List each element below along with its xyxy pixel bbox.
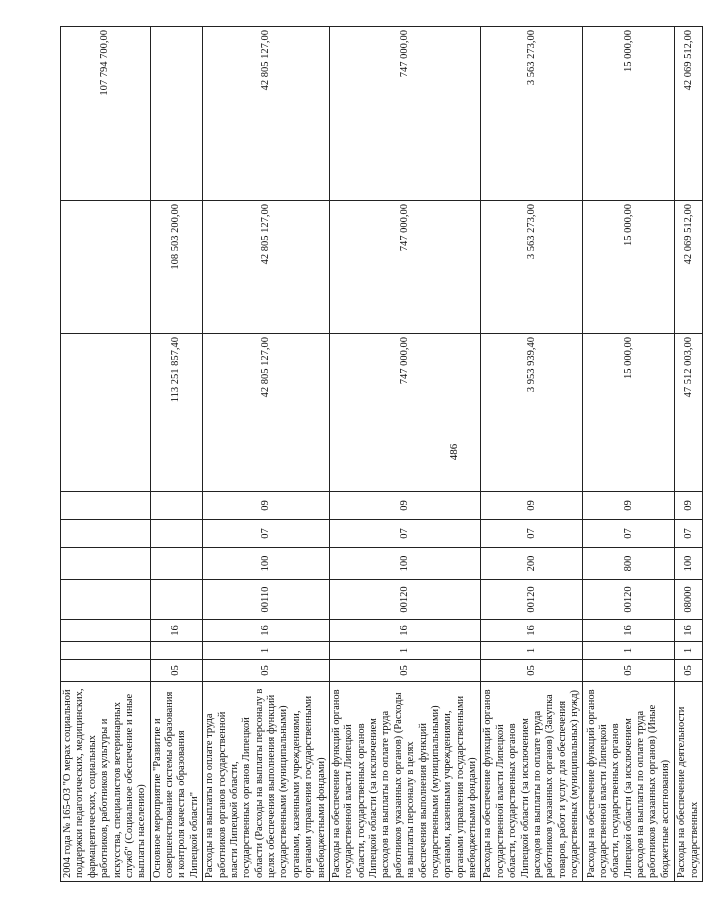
direction-code: 00120 bbox=[583, 580, 675, 620]
row-description: Расходы на обеспечение функций органов государственной власти Липецкой области, государственных органов Липецкой области (за исключением расходов на выплаты по оплате труда работников указанных органов) (Иные бюджетные ассигнования) bbox=[583, 682, 675, 882]
amount-year-1 bbox=[61, 334, 151, 492]
subsection-code: 09 bbox=[583, 492, 675, 520]
table-row bbox=[203, 27, 330, 882]
subprogram-code: 1 bbox=[203, 642, 330, 660]
budget-table-frame bbox=[60, 27, 700, 882]
budget-table-rotated bbox=[60, 27, 700, 882]
section-code bbox=[61, 520, 151, 548]
direction-code: 00120 bbox=[329, 580, 481, 620]
section-code: 07 bbox=[329, 520, 481, 548]
subsection-code bbox=[150, 492, 203, 520]
activity-code: 16 bbox=[150, 620, 203, 642]
amount-year-3: 15 000,00 bbox=[583, 27, 675, 201]
direction-code: 08000 bbox=[675, 580, 703, 620]
row-description: Расходы на обеспечение функций органов государственной власти Липецкой области, государственных органов Липецкой области (за исключением расходов на выплаты по оплате труда работников указанных органов) (Закупка товаров, работ и услуг для обеспечения государственных (муниципальных) нужд) bbox=[481, 682, 583, 882]
table-row bbox=[150, 27, 203, 882]
program-code: 05 bbox=[675, 660, 703, 682]
expense-type-code bbox=[61, 548, 151, 580]
amount-year-1: 47 512 003,00 bbox=[675, 334, 703, 492]
table-row bbox=[583, 27, 675, 882]
section-code: 07 bbox=[583, 520, 675, 548]
row-description: Расходы на обеспечение деятельности государственных bbox=[675, 682, 703, 882]
activity-code bbox=[61, 620, 151, 642]
amount-year-1: 15 000,00 bbox=[583, 334, 675, 492]
subsection-code: 09 bbox=[675, 492, 703, 520]
direction-code bbox=[61, 580, 151, 620]
amount-year-2: 747 000,00 bbox=[329, 201, 481, 334]
amount-year-2: 15 000,00 bbox=[583, 201, 675, 334]
activity-code: 16 bbox=[203, 620, 330, 642]
section-code: 07 bbox=[203, 520, 330, 548]
program-code: 05 bbox=[329, 660, 481, 682]
row-description: Основное мероприятие "Развитие и совершенствование системы образования и контроля качества образования Липецкой области" bbox=[150, 682, 203, 882]
subsection-code: 09 bbox=[203, 492, 330, 520]
activity-code: 16 bbox=[329, 620, 481, 642]
program-code: 05 bbox=[150, 660, 203, 682]
page-number: 486 bbox=[448, 443, 460, 461]
amount-year-1: 3 953 939,40 bbox=[481, 334, 583, 492]
amount-year-2 bbox=[61, 201, 151, 334]
subsection-code: 09 bbox=[481, 492, 583, 520]
row-description: Расходы на обеспечение функций органов государственной власти Липецкой области, государственных органов Липецкой области (за исключением расходов на выплаты по оплате труда работников указанных органов) (Расходы на выплаты персоналу в целях обеспечения выполнения функций государственными (муниципальными) органами, казенными учреждениями, органами управления государственными внебюджетными фондами) bbox=[329, 682, 481, 882]
amount-year-3 bbox=[150, 27, 203, 201]
amount-year-3: 42 069 512,00 bbox=[675, 27, 703, 201]
amount-year-3: 42 805 127,00 bbox=[203, 27, 330, 201]
activity-code: 16 bbox=[481, 620, 583, 642]
table-row bbox=[329, 27, 481, 882]
expense-type-code: 100 bbox=[329, 548, 481, 580]
subprogram-code bbox=[61, 642, 151, 660]
section-code bbox=[150, 520, 203, 548]
subsection-code bbox=[61, 492, 151, 520]
program-code: 05 bbox=[583, 660, 675, 682]
amount-year-1: 747 000,00 bbox=[329, 334, 481, 492]
table-row bbox=[481, 27, 583, 882]
amount-year-2: 42 805 127,00 bbox=[203, 201, 330, 334]
section-code: 07 bbox=[481, 520, 583, 548]
activity-code: 16 bbox=[675, 620, 703, 642]
subprogram-code: 1 bbox=[329, 642, 481, 660]
section-code: 07 bbox=[675, 520, 703, 548]
program-code bbox=[61, 660, 151, 682]
direction-code: 00120 bbox=[481, 580, 583, 620]
subsection-code: 09 bbox=[329, 492, 481, 520]
table-row bbox=[61, 27, 151, 882]
expense-type-code: 100 bbox=[675, 548, 703, 580]
amount-year-2: 3 563 273,00 bbox=[481, 201, 583, 334]
amount-year-2: 42 069 512,00 bbox=[675, 201, 703, 334]
amount-year-1: 42 805 127,00 bbox=[203, 334, 330, 492]
activity-code: 16 bbox=[583, 620, 675, 642]
subprogram-code: 1 bbox=[675, 642, 703, 660]
budget-table bbox=[60, 26, 703, 882]
table-row bbox=[675, 27, 703, 882]
direction-code: 00110 bbox=[203, 580, 330, 620]
row-description: 2004 года № 165-ОЗ "О мерах социальной поддержки педагогических, медицинских, фармацевтических, социальных работников, работников культуры и искусства, специалистов ветеринарных служб" (Социальное обеспечение и иные выплаты населению) bbox=[61, 682, 151, 882]
amount-year-3: 107 794 700,00 bbox=[61, 27, 151, 201]
expense-type-code: 800 bbox=[583, 548, 675, 580]
amount-year-3: 3 563 273,00 bbox=[481, 27, 583, 201]
direction-code bbox=[150, 580, 203, 620]
program-code: 05 bbox=[203, 660, 330, 682]
amount-year-3: 747 000,00 bbox=[329, 27, 481, 201]
expense-type-code bbox=[150, 548, 203, 580]
expense-type-code: 100 bbox=[203, 548, 330, 580]
subprogram-code: 1 bbox=[583, 642, 675, 660]
subprogram-code bbox=[150, 642, 203, 660]
subprogram-code: 1 bbox=[481, 642, 583, 660]
program-code: 05 bbox=[481, 660, 583, 682]
amount-year-1: 113 251 857,40 bbox=[150, 334, 203, 492]
expense-type-code: 200 bbox=[481, 548, 583, 580]
amount-year-2: 108 503 200,00 bbox=[150, 201, 203, 334]
row-description: Расходы на выплаты по оплате труда работников органов государственной власти Липецкой области, государственных органов Липецкой области (Расходы на выплаты персоналу в целях обеспечения выполнения функций государственными (муниципальными) органами, казенными учреждениями, органами управления государственными внебюджетными фондами) bbox=[203, 682, 330, 882]
